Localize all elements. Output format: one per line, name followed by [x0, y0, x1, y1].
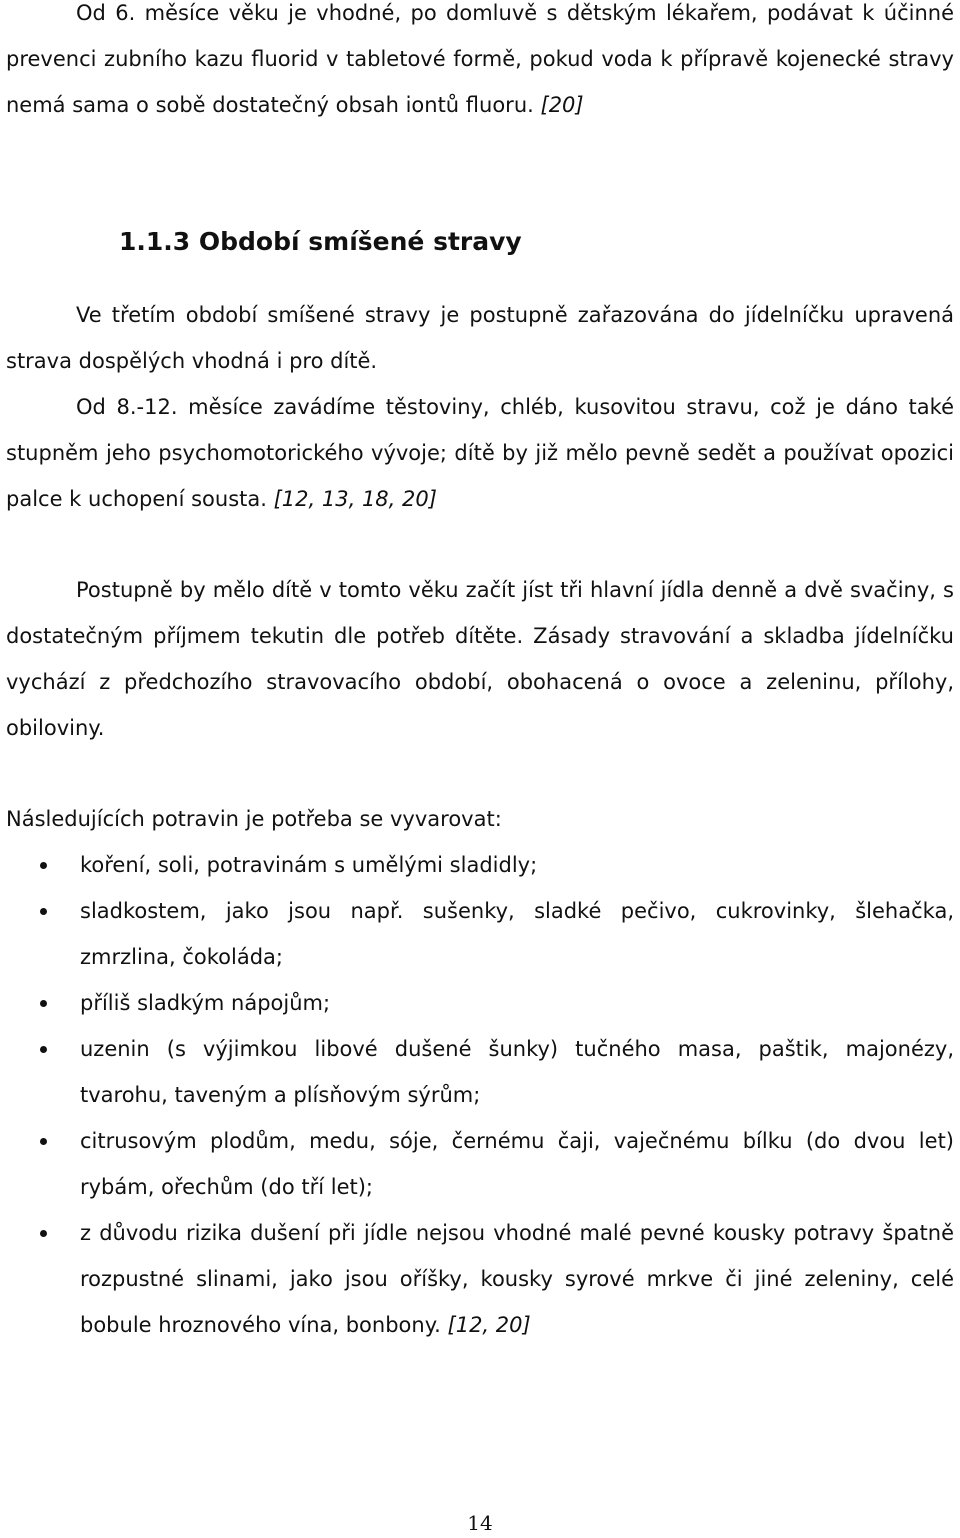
document-page — [6, 0, 954, 1348]
section-heading: 1.1.3 Období smíšené stravy — [119, 227, 522, 256]
paragraph-intro: Ve třetím období smíšené stravy je postupně zařazována do jídelníčku upravená strava dospělých vhodná i pro dítě. — [6, 303, 954, 373]
list-item: příliš sladkým nápojům; — [6, 980, 954, 1026]
page-number: 14 — [467, 1511, 493, 1535]
paragraph-fluoride-text: Od 6. měsíce věku je vhodné, po domluvě s dětským lékařem, podávat k účinné prevenci zubního kazu fluorid v tabletové formě, pokud voda k přípravě kojenecké stravy nemá sama o sobě dostatečný obsah iontů fluoru. — [6, 1, 954, 117]
list-item — [6, 1210, 954, 1348]
list-item: uzenin (s výjimkou libové dušené šunky) tučného masa, paštik, majonézy, tvarohu, taveným a plísňovým sýrům; — [6, 1026, 954, 1118]
list-intro: Následujících potravin je potřeba se vyvarovat: — [6, 807, 502, 831]
paragraph-meals: Postupně by mělo dítě v tomto věku začít jíst tři hlavní jídla denně a dvě svačiny, s dostatečným příjmem tekutin dle potřeb dítěte. Zásady stravování a skladba jídelníčku vychází z předchozího stravovacího období, obohacená o ovoce a zeleninu, přílohy, obiloviny. — [6, 578, 954, 740]
list-item: citrusovým plodům, medu, sóje, černému čaji, vaječnému bílku (do dvou let) rybám, ořechům (do tří let); — [6, 1118, 954, 1210]
list-item-text: z důvodu rizika dušení při jídle nejsou vhodné malé pevné kousky potravy špatně rozpustné slinami, jako jsou oříšky, kousky syrové mrkve či jiné zeleniny, celé bobule hroznového vína, bonbony. — [80, 1221, 954, 1337]
paragraph-fluoride — [6, 0, 954, 128]
paragraph-foods — [6, 384, 954, 522]
avoid-foods-list — [6, 842, 954, 1348]
list-item: sladkostem, jako jsou např. sušenky, sladké pečivo, cukrovinky, šlehačka, zmrzlina, čokoláda; — [6, 888, 954, 980]
citation: [12, 20] — [447, 1313, 531, 1337]
citation: [12, 13, 18, 20] — [273, 487, 437, 511]
list-item: koření, soli, potravinám s umělými sladidly; — [6, 842, 954, 888]
paragraph-foods-text: Od 8.-12. měsíce zavádíme těstoviny, chléb, kusovitou stravu, což je dáno také stupněm jeho psychomotorického vývoje; dítě by již mělo pevně sedět a používat opozici palce k uchopení sousta. — [6, 395, 954, 511]
citation: [20] — [540, 93, 584, 117]
